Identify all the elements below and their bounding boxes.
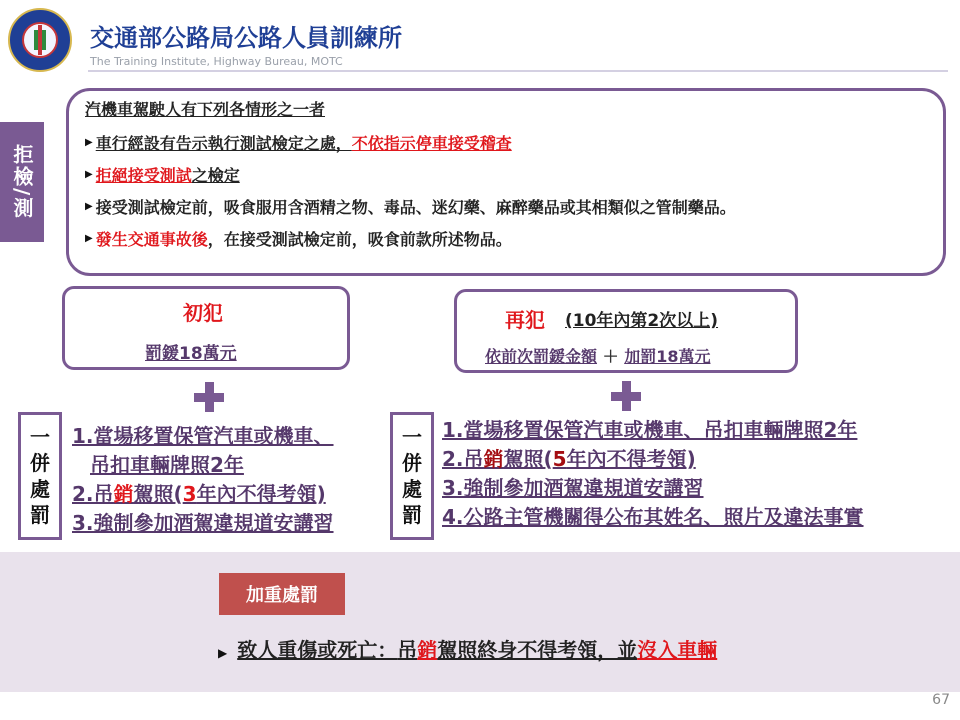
first-penalty-line-2: 吊扣車輛牌照2年 [90,453,244,477]
bullet-triangle-icon: ▶ [218,646,228,660]
plus-icon [611,381,641,411]
bullet-triangle-icon: ▶ [85,168,93,180]
first-penalty-line-3: 2.吊銷駕照(3年內不得考領) [72,482,326,506]
condition-item-2: ▶ 拒絕接受測試 之檢定 [85,165,240,185]
header-divider [88,70,948,72]
condition-item-3: ▶ 接受測試檢定前，吸食服用含酒精之物、毒品、迷幻藥、麻醉藥品或其相類似之管制藥品。 [85,197,736,217]
repeat-offense-title: 再犯 [505,308,545,332]
repeat-offense-note: (10年內第2次以上) [565,311,719,331]
conditions-box [66,88,946,276]
first-penalty-list [72,420,334,536]
org-title: 交通部公路局公路人員訓練所 [90,24,402,52]
header [0,0,960,80]
first-penalty-line-4: 3.強制參加酒駕違規道安講習 [72,511,334,535]
repeat-offense-box [454,289,798,373]
repeat-penalty-line-3: 3.強制參加酒駕違規道安講習 [442,476,704,500]
repeat-penalty-line-1: 1.當場移置保管汽車或機車、吊扣車輛牌照2年 [442,418,858,442]
repeat-penalty-list [442,414,864,530]
first-offense-title: 初犯 [183,301,223,325]
page-number: 67 [932,692,950,708]
repeat-penalty-line-4: 4.公路主管機關得公布其姓名、照片及違法事實 [442,505,864,529]
institute-logo [8,8,72,72]
condition-item-1: ▶ 車行經設有告示執行測試檢定之處， 不依指示停車接受稽查 [85,133,512,153]
aggravated-line: ▶ 致人重傷或死亡：吊銷駕照終身不得考領，並沒入車輛 [218,638,718,662]
condition-item-4: ▶ 發生交通事故後 ，在接受測試檢定前，吸食前款所述物品。 [85,229,512,249]
combined-penalty-tag-repeat: 一 併 處 罰 [390,412,434,540]
org-subtitle: The Training Institute, Highway Bureau, MOTC [90,55,343,68]
bullet-triangle-icon: ▶ [85,136,93,148]
side-tag [0,122,44,242]
side-tag-label: 拒檢/測 [10,144,34,220]
repeat-penalty-line-2: 2.吊銷駕照(5年內不得考領) [442,447,696,471]
first-offense-box [62,286,350,370]
bullet-triangle-icon: ▶ [85,200,93,212]
bullet-triangle-icon: ▶ [85,232,93,244]
combined-penalty-tag-first: 一 併 處 罰 [18,412,62,540]
conditions-title: 汽機車駕駛人有下列各情形之一者 [85,100,326,119]
repeat-offense-fine: 依前次罰鍰金額 ＋ 加罰18萬元 [485,347,711,366]
plus-icon [194,382,224,412]
first-penalty-line-1: 1.當場移置保管汽車或機車、 [72,424,334,448]
first-offense-fine: 罰鍰18萬元 [145,344,237,364]
aggravated-tag: 加重處罰 [219,573,345,615]
aggravated-band [0,552,960,692]
